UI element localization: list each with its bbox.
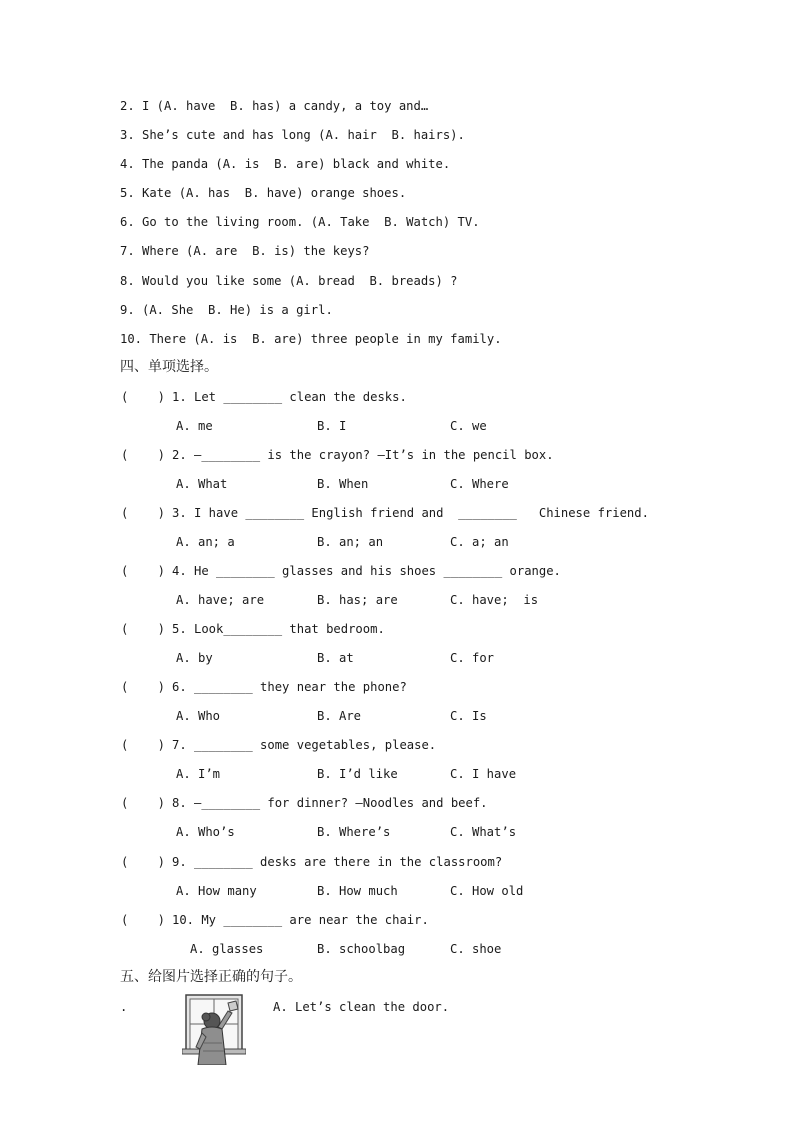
girl-cleaning-window-illustration: [182, 993, 246, 1065]
answer-blank[interactable]: ( ): [121, 390, 166, 404]
question-2: 2. —________ is the crayon? —It’s in the pencil box.: [172, 448, 554, 462]
section5-heading: 五、给图片选择正确的句子。: [120, 969, 302, 985]
s3-item-2: 2. I (A. have B. has) a candy, a toy and…: [120, 99, 429, 113]
q2-option-a: A. What: [176, 477, 228, 491]
q4-option-b: B. has; are: [317, 593, 398, 607]
q2-option-b: B. When: [317, 477, 369, 491]
q8-option-b: B. Where’s: [317, 825, 391, 839]
answer-blank[interactable]: ( ): [121, 913, 166, 927]
s3-item-5: 5. Kate (A. has B. have) orange shoes.: [120, 186, 407, 200]
s3-item-10: 10. There (A. is B. are) three people in my family.: [120, 332, 502, 346]
q1-option-a: A. me: [176, 419, 213, 433]
q6-option-a: A. Who: [176, 709, 221, 723]
q8-option-a: A. Who’s: [176, 825, 235, 839]
q3-option-a: A. an; a: [176, 535, 235, 549]
q5-option-a: A. by: [176, 651, 213, 665]
section4-heading: 四、单项选择。: [120, 359, 218, 375]
q6-option-c: C. Is: [450, 709, 487, 723]
answer-blank[interactable]: ( ): [121, 506, 166, 520]
q2-option-c: C. Where: [450, 477, 509, 491]
question-3: 3. I have ________ English friend and ________ Chinese friend.: [172, 506, 649, 520]
q10-option-c: C. shoe: [450, 942, 502, 956]
question-7: 7. ________ some vegetables, please.: [172, 738, 437, 752]
question-8: 8. —________ for dinner? —Noodles and beef.: [172, 796, 488, 810]
answer-blank[interactable]: ( ): [121, 738, 166, 752]
q10-option-b: B. schoolbag: [317, 942, 406, 956]
q4-option-a: A. have; are: [176, 593, 265, 607]
answer-blank[interactable]: ( ): [121, 564, 166, 578]
q1-option-b: B. I: [317, 419, 347, 433]
answer-blank[interactable]: ( ): [121, 855, 166, 869]
q3-option-b: B. an; an: [317, 535, 384, 549]
q7-option-c: C. I have: [450, 767, 517, 781]
q1-option-c: C. we: [450, 419, 487, 433]
q7-option-b: B. I’d like: [317, 767, 398, 781]
s3-item-8: 8. Would you like some (A. bread B. breads) ?: [120, 274, 458, 288]
s5-item-marker: .: [120, 1000, 128, 1014]
answer-blank[interactable]: ( ): [121, 448, 166, 462]
question-1: 1. Let ________ clean the desks.: [172, 390, 407, 404]
q7-option-a: A. I’m: [176, 767, 221, 781]
question-9: 9. ________ desks are there in the classroom?: [172, 855, 503, 869]
q4-option-c: C. have; is: [450, 593, 539, 607]
q9-option-c: C. How old: [450, 884, 524, 898]
q3-option-c: C. a; an: [450, 535, 509, 549]
s3-item-7: 7. Where (A. are B. is) the keys?: [120, 244, 370, 258]
q6-option-b: B. Are: [317, 709, 362, 723]
s5-option-a: A. Let’s clean the door.: [273, 1000, 450, 1014]
q8-option-c: C. What’s: [450, 825, 517, 839]
question-5: 5. Look________ that bedroom.: [172, 622, 385, 636]
q9-option-b: B. How much: [317, 884, 398, 898]
s3-item-6: 6. Go to the living room. (A. Take B. Watch) TV.: [120, 215, 480, 229]
q10-option-a: A. glasses: [190, 942, 264, 956]
s3-item-4: 4. The panda (A. is B. are) black and white.: [120, 157, 451, 171]
question-10: 10. My ________ are near the chair.: [172, 913, 429, 927]
q9-option-a: A. How many: [176, 884, 257, 898]
q5-option-b: B. at: [317, 651, 354, 665]
q5-option-c: C. for: [450, 651, 495, 665]
question-4: 4. He ________ glasses and his shoes ________ orange.: [172, 564, 561, 578]
answer-blank[interactable]: ( ): [121, 680, 166, 694]
s3-item-3: 3. She’s cute and has long (A. hair B. hairs).: [120, 128, 465, 142]
question-6: 6. ________ they near the phone?: [172, 680, 407, 694]
s3-item-9: 9. (A. She B. He) is a girl.: [120, 303, 333, 317]
answer-blank[interactable]: ( ): [121, 796, 166, 810]
answer-blank[interactable]: ( ): [121, 622, 166, 636]
